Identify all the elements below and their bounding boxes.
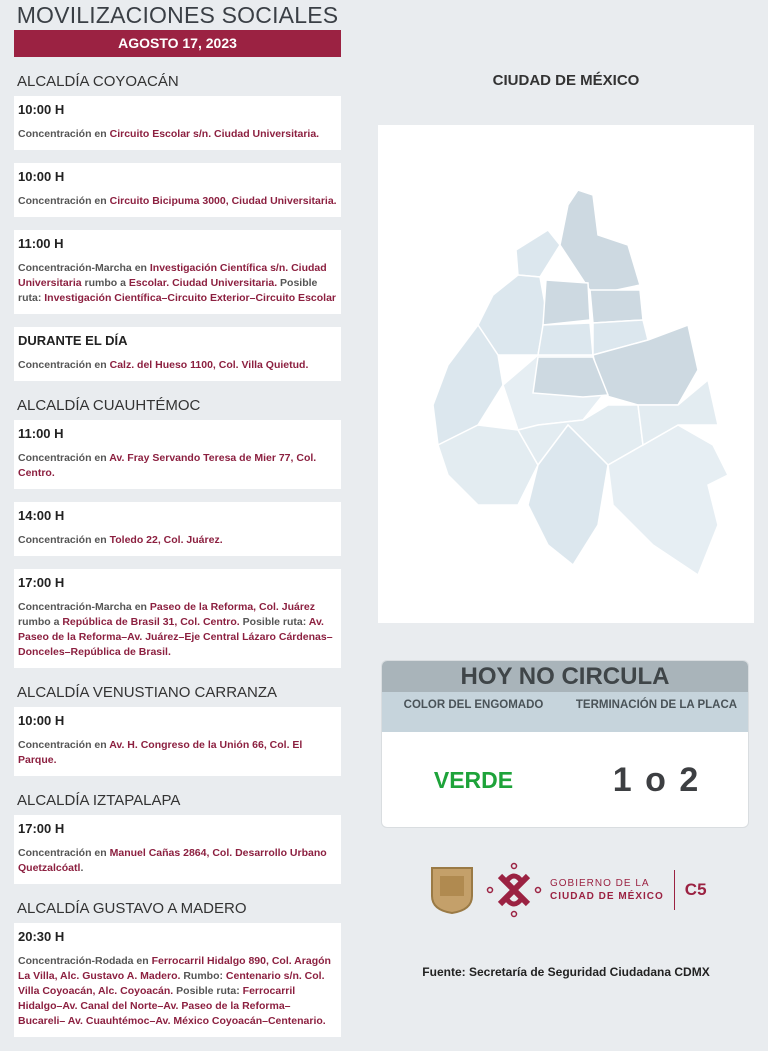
event-text: en [91, 847, 110, 859]
event-text: en [91, 128, 110, 140]
event-time: 11:00 H [18, 426, 64, 441]
event-location: Paseo de la Reforma, Col. Juárez [149, 601, 316, 613]
section-heading: ALCALDÍA CUAUHTÉMOC [17, 397, 201, 414]
event-location: Investigación Científica s/n. Ciudad Universitaria [18, 262, 327, 289]
mobilizations-column [14, 2, 341, 1043]
hoy-no-circula-panel [381, 660, 749, 828]
event-card [14, 96, 341, 150]
date-banner: AGOSTO 17, 2023 [14, 30, 341, 57]
event-card [14, 230, 341, 314]
event-text: Concentración [18, 128, 92, 140]
event-location: Calz. del Hueso 1100, Col. Villa Quietud. [109, 359, 309, 371]
event-text: Concentración [18, 452, 92, 464]
event-text: Concentración [18, 195, 92, 207]
event-card [14, 163, 341, 217]
event-time: 10:00 H [18, 102, 65, 117]
event-time: 14:00 H [18, 508, 65, 523]
event-text: en [131, 262, 150, 274]
event-location: Manuel Cañas 2864, Col. Desarrollo Urbano Quetzalcóatl [18, 847, 327, 874]
event-text: en [91, 452, 110, 464]
section-heading: ALCALDÍA VENUSTIANO CARRANZA [17, 684, 278, 701]
event-card [14, 420, 341, 489]
event-card [14, 502, 341, 556]
event-text: rumbo a [81, 277, 129, 289]
sticker-color-label: COLOR DEL ENGOMADO [403, 699, 544, 711]
event-card [14, 815, 341, 884]
event-time: 20:30 H [18, 929, 65, 944]
event-card [14, 707, 341, 776]
page-title: MOVILIZACIONES SOCIALES [16, 2, 339, 28]
event-description [18, 261, 337, 306]
event-location: Centenario s/n. Col. Villa Coyoacán, Alc. Coyoacán. [18, 970, 325, 997]
cdmx-map [378, 125, 754, 623]
event-description [18, 846, 337, 876]
event-text: Concentración-Rodada [18, 955, 134, 967]
event-text: Concentración-Marcha [18, 262, 132, 274]
sections-list [14, 73, 341, 1037]
event-description [18, 127, 337, 142]
event-text: rumbo a [18, 616, 63, 628]
event-time: 10:00 H [18, 169, 65, 184]
map-region [538, 323, 593, 355]
map-region [543, 280, 590, 325]
gob-line-2: CIUDAD DE MÉXICO [550, 891, 664, 902]
section-heading: ALCALDÍA COYOACÁN [17, 73, 179, 90]
event-text: Concentración [18, 534, 92, 546]
plate-ending-value: 1 o 2 [612, 760, 701, 799]
event-text: en [133, 955, 152, 967]
event-location: Circuito Bicipuma 3000, Ciudad Universitaria. [109, 195, 337, 207]
government-wordmark [550, 877, 664, 903]
sticker-color-value: VERDE [433, 766, 514, 793]
section-heading: ALCALDÍA GUSTAVO A MADERO [17, 900, 247, 917]
logo-divider [674, 870, 675, 910]
event-description [18, 451, 337, 481]
event-text: Posible ruta: [18, 277, 318, 304]
event-location: República de Brasil 31, Col. Centro. [62, 616, 240, 628]
event-text: . [80, 862, 84, 874]
event-time: 17:00 H [18, 575, 65, 590]
event-time: 17:00 H [18, 821, 65, 836]
event-location: Av. Paseo de la Reforma–Av. Juárez–Eje Central Lázaro Cárdenas–Donceles–República de Brasil. [18, 616, 333, 658]
event-description [18, 600, 337, 660]
event-description [18, 954, 337, 1029]
event-text: Concentración [18, 847, 92, 859]
map-title: CIUDAD DE MÉXICO [492, 72, 640, 89]
event-text: Concentración [18, 739, 92, 751]
logos-row [430, 862, 720, 918]
hoy-no-circula-title: HOY NO CIRCULA [382, 661, 748, 692]
event-text: Concentración [18, 359, 92, 371]
event-time: DURANTE EL DÍA [18, 333, 128, 348]
map-region [560, 190, 640, 295]
cdmx-government-emblem-icon [486, 862, 542, 918]
event-location: Ferrocarril Hidalgo 890, Col. Aragón La Villa, Alc. Gustavo A. Madero. [18, 955, 331, 982]
gob-line-1: GOBIERNO DE LA [550, 878, 650, 889]
event-location: Circuito Escolar s/n. Ciudad Universitaria. [109, 128, 320, 140]
event-text: en [91, 534, 110, 546]
event-description [18, 738, 337, 768]
event-description [18, 194, 337, 209]
event-description [18, 358, 337, 373]
event-text: Rumbo: [180, 970, 226, 982]
event-description [18, 533, 337, 548]
event-text: Posible ruta: [173, 985, 243, 997]
event-location: Escolar. Ciudad Universitaria. [128, 277, 278, 289]
event-time: 11:00 H [18, 236, 64, 251]
event-location: Investigación Científica–Circuito Exterior–Circuito Escolar [44, 292, 336, 304]
map-region [516, 230, 560, 277]
event-location: Toledo 22, Col. Juárez. [109, 534, 223, 546]
event-text: en [91, 359, 110, 371]
event-text: Concentración-Marcha [18, 601, 132, 613]
section-heading: ALCALDÍA IZTAPALAPA [17, 792, 181, 809]
map-region [590, 290, 643, 323]
event-location: Av. H. Congreso de la Unión 66, Col. El Parque. [18, 739, 303, 766]
event-card [14, 569, 341, 668]
event-location: Ferrocarril Hidalgo–Av. Canal del Norte–Av. Paseo de la Reforma–Bucareli– Av. Cuauhtémoc–Av. México Coyoacán–Centenario. [18, 985, 326, 1027]
c5-logo: C5 [684, 880, 707, 899]
event-text: en [91, 195, 110, 207]
cdmx-shield-icon [430, 866, 474, 914]
event-card [14, 327, 341, 381]
event-text: en [131, 601, 150, 613]
event-card [14, 923, 341, 1037]
event-text: Posible ruta: [239, 616, 309, 628]
source-note: Fuente: Secretaría de Seguridad Ciudadana CDMX [422, 965, 710, 979]
event-location: Av. Fray Servando Teresa de Mier 77, Col. Centro. [18, 452, 317, 479]
event-text: en [91, 739, 110, 751]
event-time: 10:00 H [18, 713, 65, 728]
plate-ending-label: TERMINACIÓN DE LA PLACA [575, 699, 738, 711]
